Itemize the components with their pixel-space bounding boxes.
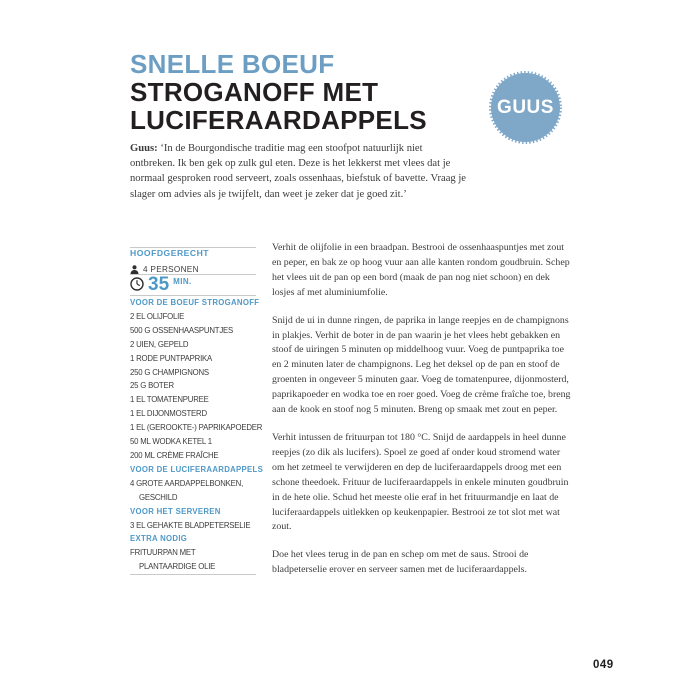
ingredients-list [130,296,276,574]
ingredient-item: 2 UIEN, GEPELD [130,339,189,349]
ingredient-item: 200 ML CRÈME FRAÎCHE [130,450,219,460]
ingredient-item: 1 RODE PUNTPAPRIKA [130,353,213,363]
time-row [130,275,276,295]
time-value: 35 [148,274,170,295]
instruction-paragraph: Doe het vlees terug in de pan en schep om met de saus. Strooi de bladpeterselie erover en serveer samen met de luciferaardappels. [272,549,529,576]
ingredient-item: 1 EL (GEROOKTE-) PAPRIKAPOEDER [130,423,263,433]
ingredient-item: 1 EL TOMATENPUREE [130,395,209,405]
instruction-paragraph: Verhit de olijfolie in een braadpan. Bestrooi de ossenhaaspuntjes met zout en peper, en bak ze op hoog vuur aan alle kanten rondom goudbruin. Schep het vlees uit de pan op een bord (maak de pan nog niet schoon) en dek losjes af met aluminiumfolie. [272,242,570,298]
ingredient-item: 3 EL GEHAKTE BLADPETERSELIE [130,520,251,530]
recipe-title-line3: LUCIFERAARDAPPELS [130,105,427,135]
ingredient-item: 2 EL OLIJFOLIE [130,311,185,321]
recipe-sidebar [130,247,276,575]
instruction-paragraph: Snijd de ui in dunne ringen, de paprika in lange reepjes en de champignons in plakjes. Verhit de boter in de pan waarin je het vlees hebt gebakken en stoof de uiringen 5 minuten op middelhoog vuur. Voeg de puntpaprika toe en 2 minuten later de champignons. Leg het deksel op de pan en stoof de groenten in ongeveer 5 minuten gaar. Voeg de tomatenpuree, dijonmosterd, paprikapoeder en wodka toe en roer goed. Voeg de crème fraîche toe, breng aan de kook en stoof nog 5 minuten. Breng op smaak met zout en peper. [272,314,571,416]
servings-label: 4 PERSONEN [143,265,199,274]
ingredient-item: PLANTAARDIGE OLIE [139,562,216,572]
ingredient-section-heading: VOOR DE BOEUF STROGANOFF [130,298,260,307]
servings-row [130,265,276,274]
ingredient-item: 4 GROTE AARDAPPELBONKEN, [130,478,244,488]
divider [130,574,256,575]
ingredient-item: 25 G BOTER [130,381,174,391]
instructions [272,241,572,591]
author-badge [487,69,564,146]
ingredient-item: FRITUURPAN MET [130,548,196,558]
ingredient-section-heading: VOOR DE LUCIFERAARDAPPELS [130,464,264,474]
ingredient-item: 50 ML WODKA KETEL 1 [130,437,212,447]
recipe-title-kicker: SNELLE BOEUF [130,49,335,79]
page-number: 049 [593,659,614,671]
author-badge-label: GUUS [497,96,554,118]
course-label: HOOFDGERECHT [130,248,210,258]
intro-quote-text: ‘In de Bourgondische traditie mag een stoofpot natuurlijk niet ontbreken. Ik ben gek op zulk gul eten. Deze is het lekkerst met vlees dat je normaal gesproken rood serveert, zoals ossenhaas, biefstuk of bavette. Vraag je slager om advies als je twijfelt, dan weet je zeker dat je goed zit.’ [130,143,466,200]
recipe-title-line2: STROGANOFF MET [130,77,379,107]
ingredient-item: 250 G CHAMPIGNONS [130,367,209,377]
ingredient-section-heading: VOOR HET SERVEREN [130,506,221,516]
time-unit: MIN. [173,277,192,286]
instruction-paragraph: Verhit intussen de frituurpan tot 180 °C. Snijd de aardappels in heel dunne reepjes (zo dik als lucifers). Spoel ze goed af onder koud stromend water om het zetmeel te verwijderen en dep de luciferaardappels droog met een schone theedoek. Frituur de luciferaardappels in enkele minuten goudbruin in de hete olie. Schud het meeste olie eraf in het frituurmandje en laat de luciferaardappels uitlekken op keukenpapier. Bestrooi ze tot slot met wat zout. [272,431,569,533]
clock-icon [130,277,144,291]
intro-quote [130,141,470,202]
ingredient-item: 1 EL DIJONMOSTERD [130,409,207,419]
intro-author-label: Guus: [130,143,158,154]
person-icon [130,265,139,274]
ingredient-item: 500 G OSSENHAASPUNTJES [130,325,234,335]
ingredient-item: GESCHILD [139,492,178,502]
ingredient-section-heading: EXTRA NODIG [130,534,188,544]
page-title [130,50,490,134]
